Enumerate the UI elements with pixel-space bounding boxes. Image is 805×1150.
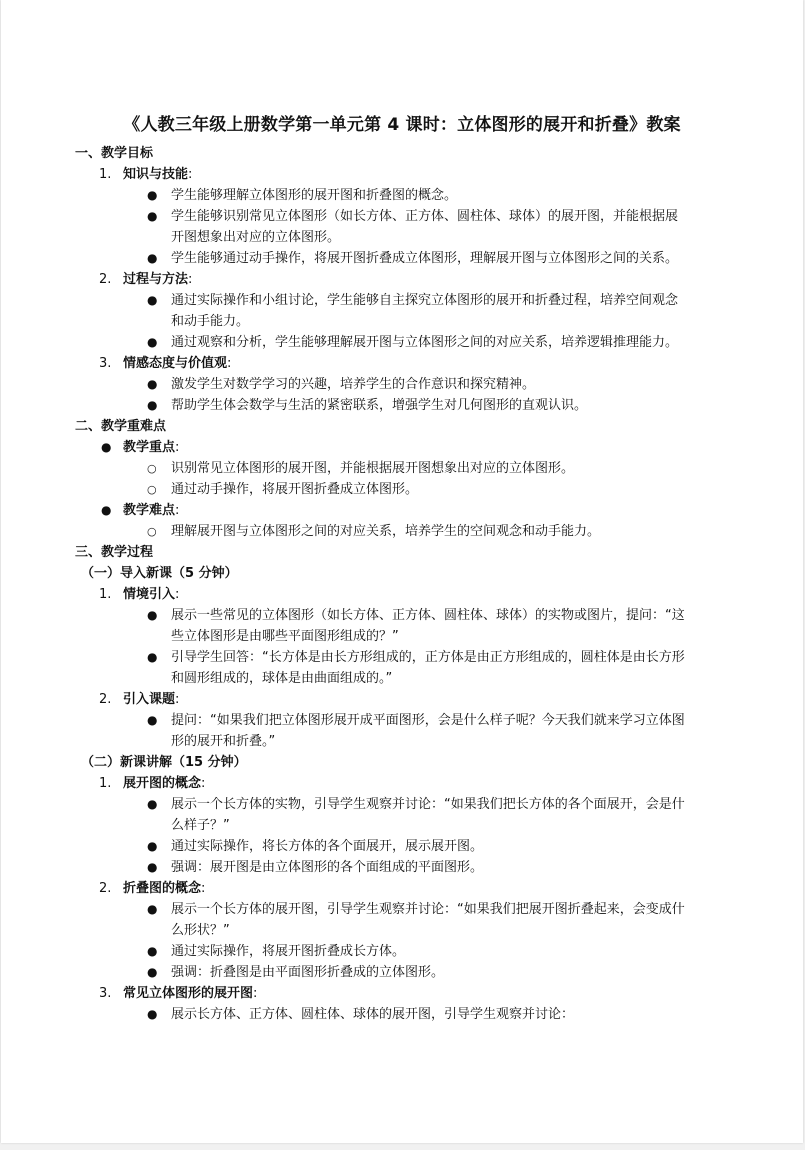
bullet-icon: ●: [147, 944, 158, 958]
bullet-item: ● 引导学生回答：“长方体是由长方形组成的，正方体是由正方形组成的，圆柱体是由长方形 和圆形组成的，球体是由曲面组成的。”: [75, 647, 735, 689]
bullet-icon: ●: [147, 398, 158, 412]
bullet-item: ● 教学重点:: [75, 437, 735, 458]
bullet-item: ● 教学难点:: [75, 500, 735, 521]
item-label: 情境引入: [123, 587, 176, 602]
item-label: 展开图的概念: [123, 776, 202, 791]
circle-bullet-icon: ○: [147, 525, 157, 538]
bullet-icon: ●: [147, 188, 158, 202]
bullet-icon: ●: [101, 440, 112, 454]
item-number: 1.: [99, 587, 112, 602]
circle-bullet-icon: ○: [147, 483, 157, 496]
bullet-icon: ●: [147, 902, 158, 916]
bullet-item: ● 展示一些常见的立体图形（如长方体、正方体、圆柱体、球体）的实物或图片，提问：“这 些立体图形是由哪些平面图形组成的？”: [75, 605, 735, 647]
item-label: 引入课题: [123, 692, 176, 707]
bullet-icon: ●: [147, 965, 158, 979]
item-label: 教学重点: [123, 440, 176, 455]
bullet-item: ● 学生能够理解立体图形的展开图和折叠图的概念。: [75, 185, 735, 206]
document-title: 《人教三年级上册数学第一单元第 4 课时：立体图形的展开和折叠》教案: [123, 115, 681, 135]
bullet-item: ● 强调：折叠图是由平面图形折叠成的立体图形。: [75, 962, 735, 983]
bullet-item: ● 通过观察和分析，学生能够理解展开图与立体图形之间的对应关系，培养逻辑推理能力。: [75, 332, 735, 353]
numbered-item: 1. 情境引入:: [75, 584, 735, 605]
bullet-icon: ●: [147, 209, 158, 223]
bullet-icon: ●: [147, 335, 158, 349]
item-number: 1.: [99, 167, 112, 182]
item-number: 3.: [99, 356, 112, 371]
bullet-item: ● 学生能够识别常见立体图形（如长方体、正方体、圆柱体、球体）的展开图，并能根据展 开图想象出对应的立体图形。: [75, 206, 735, 248]
bullet-item: ● 帮助学生体会数学与生活的紧密联系，增强学生对几何图形的直观认识。: [75, 395, 735, 416]
sub-bullet-item: ○ 通过动手操作，将展开图折叠成立体图形。: [75, 479, 735, 500]
bullet-icon: ●: [147, 293, 158, 307]
section-heading: 一、教学目标: [75, 146, 154, 161]
subsection-heading: （二）新课讲解（15 分钟）: [81, 755, 247, 770]
bullet-icon: ●: [147, 251, 158, 265]
bullet-icon: ●: [147, 797, 158, 811]
bullet-item: ● 学生能够通过动手操作，将展开图折叠成立体图形，理解展开图与立体图形之间的关系。: [75, 248, 735, 269]
numbered-item: 2. 折叠图的概念:: [75, 878, 735, 899]
item-number: 2.: [99, 272, 112, 287]
numbered-item: 1. 展开图的概念:: [75, 773, 735, 794]
bullet-item: ● 通过实际操作，将长方体的各个面展开，展示展开图。: [75, 836, 735, 857]
item-number: 3.: [99, 986, 112, 1001]
bullet-icon: ●: [101, 503, 112, 517]
bullet-item: ● 展示一个长方体的展开图，引导学生观察并讨论：“如果我们把展开图折叠起来，会变成什 么形状？”: [75, 899, 735, 941]
bullet-item: ● 通过实际操作，将展开图折叠成长方体。: [75, 941, 735, 962]
section-heading: 二、教学重难点: [75, 419, 167, 434]
bullet-icon: ●: [147, 377, 158, 391]
item-label: 折叠图的概念: [123, 881, 202, 896]
bullet-item: ● 展示一个长方体的实物，引导学生观察并讨论：“如果我们把长方体的各个面展开，会是什 么样子？”: [75, 794, 735, 836]
numbered-item: 3. 情感态度与价值观:: [75, 353, 735, 374]
item-label: 情感态度与价值观: [123, 356, 228, 371]
numbered-item: 1. 知识与技能:: [75, 164, 735, 185]
bullet-icon: ●: [147, 608, 158, 622]
item-label: 过程与方法: [123, 272, 189, 287]
document-body: [75, 143, 735, 1025]
numbered-item: 3. 常见立体图形的展开图:: [75, 983, 735, 1004]
subsection-heading: （一）导入新课（5 分钟）: [81, 566, 238, 581]
bullet-item: ● 激发学生对数学学习的兴趣，培养学生的合作意识和探究精神。: [75, 374, 735, 395]
bullet-item: ● 通过实际操作和小组讨论，学生能够自主探究立体图形的展开和折叠过程，培养空间观念 和动手能力。: [75, 290, 735, 332]
bullet-item: ● 提问：“如果我们把立体图形展开成平面图形，会是什么样子呢？今天我们就来学习立体图 形的展开和折叠。”: [75, 710, 735, 752]
item-number: 2.: [99, 692, 112, 707]
document-page: [1, 0, 803, 1143]
item-label: 教学难点: [123, 503, 176, 518]
bullet-item: ● 展示长方体、正方体、圆柱体、球体的展开图，引导学生观察并讨论：: [75, 1004, 735, 1025]
bullet-icon: ●: [147, 1007, 158, 1021]
bullet-icon: ●: [147, 650, 158, 664]
bullet-item: ● 强调：展开图是由立体图形的各个面组成的平面图形。: [75, 857, 735, 878]
section-heading: 三、教学过程: [75, 545, 154, 560]
bullet-icon: ●: [147, 839, 158, 853]
numbered-item: 2. 引入课题:: [75, 689, 735, 710]
item-label: 知识与技能: [123, 167, 189, 182]
item-number: 1.: [99, 776, 112, 791]
bullet-icon: ●: [147, 713, 158, 727]
bullet-icon: ●: [147, 860, 158, 874]
item-number: 2.: [99, 881, 112, 896]
numbered-item: 2. 过程与方法:: [75, 269, 735, 290]
circle-bullet-icon: ○: [147, 462, 157, 475]
sub-bullet-item: ○ 识别常见立体图形的展开图，并能根据展开图想象出对应的立体图形。: [75, 458, 735, 479]
item-label: 常见立体图形的展开图: [123, 986, 254, 1001]
sub-bullet-item: ○ 理解展开图与立体图形之间的对应关系，培养学生的空间观念和动手能力。: [75, 521, 735, 542]
